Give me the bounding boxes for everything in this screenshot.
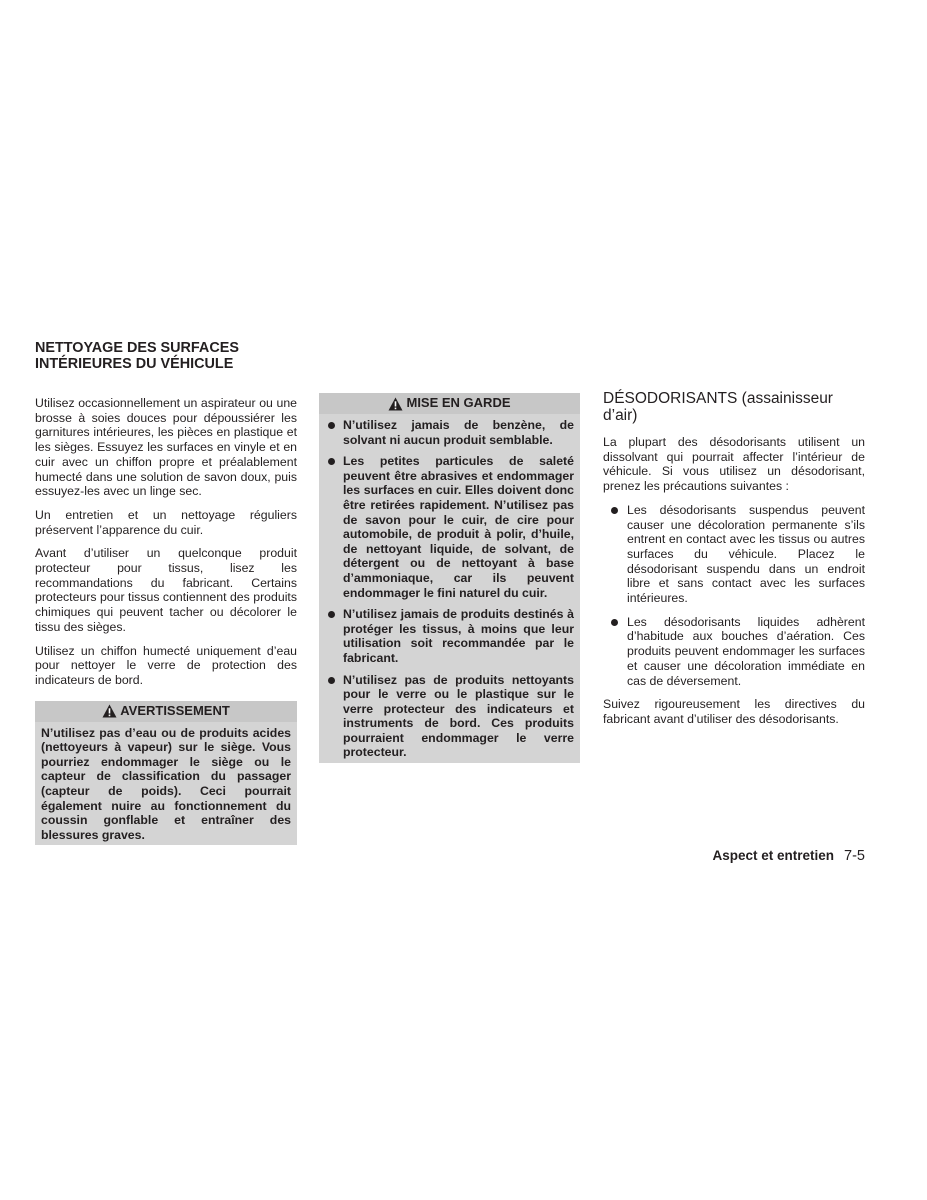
- list-item-text: Les désodorisants suspendus peuvent causer une décoloration permanente s’ils entrent en contact avec les tissus ou autres surfaces du véhicule. Placez le désodorisant suspendu dans un endroit libre et sans contact avec les surfaces intérieures.: [627, 502, 865, 606]
- closing-paragraph: Suivez rigoureusement les directives du fabricant avant d’utiliser des désodorisants.: [603, 697, 865, 726]
- caution-box: [319, 393, 580, 763]
- list-item: [325, 454, 574, 600]
- caution-header: [319, 393, 580, 414]
- paragraph: Utilisez occasionnellement un aspirateur ou une brosse à soies douces pour dépoussiérer les garnitures intérieures, les pièces en plastique et les sièges. Essuyez les surfaces en vinyle et en cuir avec un chiffon propre et préalablement humecté dans une solution de savon doux, puis essuyez-les avec un linge sec.: [35, 396, 297, 499]
- list-item: [325, 673, 574, 761]
- list-item-text: Les désodorisants liquides adhèrent d’habitude aux bouches d’aération. Ces produits peuvent endommager les surfaces et causer une décoloration immédiate en cas de déversement.: [627, 614, 865, 688]
- list-item-text: N’utilisez jamais de produits destinés à protéger les tissus, à moins que leur utilisation soit recommandée par le fabricant.: [343, 607, 574, 665]
- list-item-text: N’utilisez pas de produits nettoyants pour le verre ou le plastique sur le verre protecteur des indicateurs et instruments de bord. Ces produits pourraient endommager le verre protecteur.: [343, 672, 574, 760]
- section-title-line2: INTÉRIEURES DU VÉHICULE: [35, 356, 234, 372]
- page-number: 7-5: [844, 848, 865, 864]
- column-right: [603, 390, 865, 736]
- paragraph: Un entretien et un nettoyage réguliers préservent l’apparence du cuir.: [35, 507, 297, 537]
- list-item: [325, 418, 574, 447]
- list-item: [325, 607, 574, 665]
- paragraph: Utilisez un chiffon humecté uniquement d’eau pour nettoyer le verre de protection des indicateurs de bord.: [35, 643, 297, 687]
- column-middle: [319, 393, 580, 763]
- list-item: [603, 503, 865, 606]
- chapter-title: Aspect et entretien: [712, 848, 835, 863]
- list-item-text: N’utilisez jamais de benzène, de solvant ni aucun produit semblable.: [343, 418, 574, 447]
- bullet-icon: [328, 677, 335, 684]
- warning-triangle-icon: [388, 397, 403, 411]
- warning-title: AVERTISSEMENT: [120, 702, 230, 718]
- page-footer: [600, 848, 865, 864]
- section-title: [35, 340, 297, 372]
- precautions-list: [603, 503, 865, 688]
- bullet-icon: [611, 619, 618, 626]
- subsection-title: DÉSODORISANTS (assainisseur d’air): [603, 390, 833, 424]
- warning-text: N’utilisez pas d’eau ou de produits acides (nettoyeurs à vapeur) sur le siège. Vous pourriez endommager le siège ou le capteur de classification du passager (capteur de poids). Ceci pourrait également nuire au fonctionnement du coussin gonflable et entraîner des blessures graves.: [41, 725, 291, 842]
- caution-list: [325, 418, 574, 760]
- bullet-icon: [328, 422, 335, 429]
- warning-header: [35, 701, 297, 722]
- column-left: [35, 340, 297, 845]
- list-item-text: Les petites particules de saleté peuvent être abrasives et endommager les surfaces en cuir. Elles doivent donc être retirées rapidement. N’utilisez pas de savon pour le cuir, de cire pour automobile, de produit à polir, d’huile, de nettoyant liquide, de solvant, de détergent ou de nettoyant à base d’ammoniaque, car ils peuvent endommager le fini naturel du cuir.: [343, 454, 574, 600]
- caution-title: MISE EN GARDE: [406, 395, 511, 411]
- warning-triangle-icon: [102, 704, 117, 718]
- bullet-icon: [328, 611, 335, 618]
- warning-box: [35, 701, 297, 846]
- intro-paragraph: La plupart des désodorisants utilisent un dissolvant qui pourrait affecter l’intérieur de véhicule. Si vous utilisez un désodorisant, prenez les précautions suivantes :: [603, 435, 865, 494]
- section-title-line1: NETTOYAGE DES SURFACES: [35, 340, 239, 356]
- bullet-icon: [611, 507, 618, 514]
- list-item: [603, 615, 865, 689]
- paragraph: Avant d’utiliser un quelconque produit protecteur pour tissus, lisez les recommandations du fabricant. Certains protecteurs pour tissus contiennent des produits chimiques qui peuvent tacher ou décolorer le tissu des sièges.: [35, 546, 297, 634]
- bullet-icon: [328, 458, 335, 465]
